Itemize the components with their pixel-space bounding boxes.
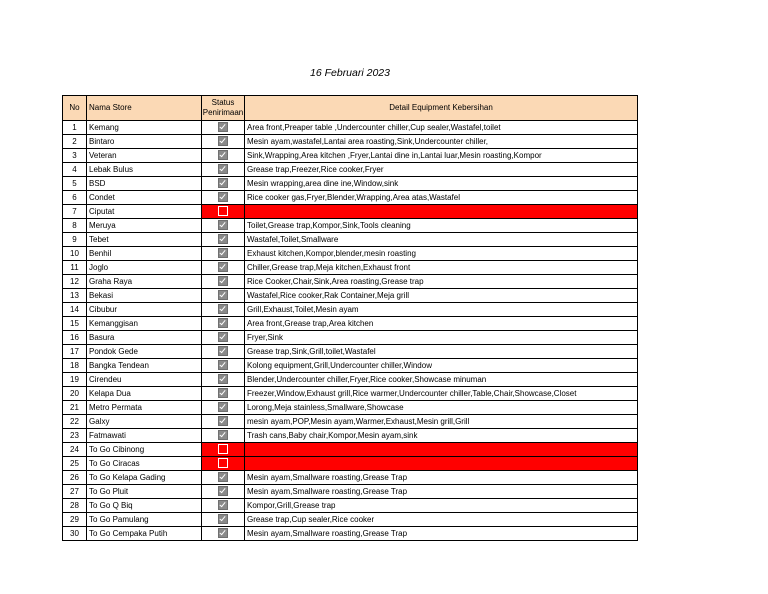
header-detail: Detail Equipment Kebersihan xyxy=(245,96,638,121)
checkbox-checked-icon[interactable] xyxy=(218,262,228,272)
table-row xyxy=(63,149,638,163)
equipment-detail: Mesin ayam,Smallware roasting,Grease Trap xyxy=(245,471,638,485)
store-name: Bekasi xyxy=(87,289,202,303)
store-name: To Go Cibinong xyxy=(87,443,202,457)
header-status-line2: Penirimaan xyxy=(202,108,244,117)
row-number: 30 xyxy=(63,527,87,541)
store-name: To Go Pamulang xyxy=(87,513,202,527)
row-number: 8 xyxy=(63,219,87,233)
checkbox-checked-icon[interactable] xyxy=(218,122,228,132)
equipment-detail: Grease trap,Cup sealer,Rice cooker xyxy=(245,513,638,527)
row-number: 16 xyxy=(63,331,87,345)
store-name: Kemanggisan xyxy=(87,317,202,331)
store-name: Bangka Tendean xyxy=(87,359,202,373)
table-row xyxy=(63,527,638,541)
equipment-detail: Rice Cooker,Chair,Sink,Area roasting,Grease trap xyxy=(245,275,638,289)
row-number: 28 xyxy=(63,499,87,513)
store-name: Graha Raya xyxy=(87,275,202,289)
checkbox-checked-icon[interactable] xyxy=(218,402,228,412)
store-name: Kemang xyxy=(87,121,202,135)
row-number: 21 xyxy=(63,401,87,415)
row-number: 1 xyxy=(63,121,87,135)
header-status-line1: Status xyxy=(211,98,235,107)
header-status xyxy=(202,96,245,121)
checkbox-checked-icon[interactable] xyxy=(218,332,228,342)
row-number: 12 xyxy=(63,275,87,289)
row-number: 4 xyxy=(63,163,87,177)
table-row xyxy=(63,513,638,527)
checkbox-unchecked-icon[interactable] xyxy=(218,444,228,454)
equipment-detail xyxy=(245,457,638,471)
status-cell xyxy=(202,177,245,191)
store-name: Condet xyxy=(87,191,202,205)
store-name: Tebet xyxy=(87,233,202,247)
store-name: Pondok Gede xyxy=(87,345,202,359)
status-cell xyxy=(202,247,245,261)
checkbox-checked-icon[interactable] xyxy=(218,220,228,230)
table-row xyxy=(63,429,638,443)
checkbox-checked-icon[interactable] xyxy=(218,192,228,202)
store-name: Cirendeu xyxy=(87,373,202,387)
status-cell xyxy=(202,261,245,275)
checkbox-checked-icon[interactable] xyxy=(218,150,228,160)
checkbox-checked-icon[interactable] xyxy=(218,388,228,398)
equipment-detail: Grease trap,Sink,Grill,toilet,Wastafel xyxy=(245,345,638,359)
header-no: No xyxy=(63,96,87,121)
store-name: Ciputat xyxy=(87,205,202,219)
equipment-detail: Grease trap,Freezer,Rice cooker,Fryer xyxy=(245,163,638,177)
checkbox-checked-icon[interactable] xyxy=(218,234,228,244)
checkbox-checked-icon[interactable] xyxy=(218,304,228,314)
row-number: 27 xyxy=(63,485,87,499)
row-number: 19 xyxy=(63,373,87,387)
table-row xyxy=(63,415,638,429)
table-row xyxy=(63,205,638,219)
checkbox-unchecked-icon[interactable] xyxy=(218,458,228,468)
status-cell xyxy=(202,359,245,373)
table-row xyxy=(63,373,638,387)
equipment-detail: mesin ayam,POP,Mesin ayam,Warmer,Exhaust,Mesin grill,Grill xyxy=(245,415,638,429)
table-row xyxy=(63,317,638,331)
store-name: To Go Kelapa Gading xyxy=(87,471,202,485)
row-number: 13 xyxy=(63,289,87,303)
store-name: BSD xyxy=(87,177,202,191)
equipment-detail: Toilet,Grease trap,Kompor,Sink,Tools cleaning xyxy=(245,219,638,233)
status-cell xyxy=(202,191,245,205)
row-number: 7 xyxy=(63,205,87,219)
row-number: 6 xyxy=(63,191,87,205)
checkbox-checked-icon[interactable] xyxy=(218,164,228,174)
equipment-detail: Area front,Preaper table ,Undercounter chiller,Cup sealer,Wastafel,toilet xyxy=(245,121,638,135)
header-store-name: Nama Store xyxy=(87,96,202,121)
equipment-detail: Grill,Exhaust,Toilet,Mesin ayam xyxy=(245,303,638,317)
status-cell xyxy=(202,149,245,163)
document-date: 16 Februari 2023 xyxy=(310,67,390,79)
store-name: Benhil xyxy=(87,247,202,261)
table-row xyxy=(63,233,638,247)
status-cell xyxy=(202,373,245,387)
checkbox-checked-icon[interactable] xyxy=(218,248,228,258)
equipment-detail: Kolong equipment,Grill,Undercounter chiller,Window xyxy=(245,359,638,373)
equipment-detail: Mesin ayam,Smallware roasting,Grease Trap xyxy=(245,527,638,541)
checkbox-checked-icon[interactable] xyxy=(218,360,228,370)
table-row xyxy=(63,485,638,499)
equipment-cleaning-table xyxy=(62,95,638,541)
store-name: Lebak Bulus xyxy=(87,163,202,177)
table-row xyxy=(63,331,638,345)
row-number: 20 xyxy=(63,387,87,401)
equipment-detail: Sink,Wrapping,Area kitchen ,Fryer,Lantai dine in,Lantai luar,Mesin roasting,Kompor xyxy=(245,149,638,163)
row-number: 25 xyxy=(63,457,87,471)
equipment-detail: Area front,Grease trap,Area kitchen xyxy=(245,317,638,331)
store-name: To Go Q Biq xyxy=(87,499,202,513)
store-name: Basura xyxy=(87,331,202,345)
store-name: Veteran xyxy=(87,149,202,163)
checkbox-checked-icon[interactable] xyxy=(218,416,228,426)
equipment-detail: Rice cooker gas,Fryer,Blender,Wrapping,Area atas,Wastafel xyxy=(245,191,638,205)
row-number: 3 xyxy=(63,149,87,163)
checkbox-checked-icon[interactable] xyxy=(218,528,228,538)
row-number: 9 xyxy=(63,233,87,247)
equipment-detail: Fryer,Sink xyxy=(245,331,638,345)
checkbox-checked-icon[interactable] xyxy=(218,472,228,482)
store-name: Cibubur xyxy=(87,303,202,317)
table-row xyxy=(63,261,638,275)
status-cell xyxy=(202,205,245,219)
checkbox-checked-icon[interactable] xyxy=(218,514,228,524)
equipment-detail xyxy=(245,443,638,457)
checkbox-checked-icon[interactable] xyxy=(218,178,228,188)
row-number: 2 xyxy=(63,135,87,149)
equipment-detail: Freezer,Window,Exhaust grill,Rice warmer,Undercounter chiller,Table,Chair,Showcase,Closet xyxy=(245,387,638,401)
row-number: 22 xyxy=(63,415,87,429)
table-row xyxy=(63,163,638,177)
row-number: 23 xyxy=(63,429,87,443)
table-row xyxy=(63,177,638,191)
status-cell xyxy=(202,317,245,331)
status-cell xyxy=(202,415,245,429)
store-name: Joglo xyxy=(87,261,202,275)
table-row xyxy=(63,401,638,415)
table-row xyxy=(63,191,638,205)
store-name: To Go Cempaka Putih xyxy=(87,527,202,541)
equipment-detail: Kompor,Grill,Grease trap xyxy=(245,499,638,513)
equipment-detail: Mesin ayam,Smallware roasting,Grease Trap xyxy=(245,485,638,499)
checkbox-checked-icon[interactable] xyxy=(218,276,228,286)
status-cell xyxy=(202,233,245,247)
checkbox-checked-icon[interactable] xyxy=(218,486,228,496)
table-row xyxy=(63,275,638,289)
row-number: 29 xyxy=(63,513,87,527)
equipment-detail: Wastafel,Toilet,Smallware xyxy=(245,233,638,247)
table-row xyxy=(63,387,638,401)
equipment-detail xyxy=(245,205,638,219)
equipment-detail: Mesin ayam,wastafel,Lantai area roasting,Sink,Undercounter chiller, xyxy=(245,135,638,149)
equipment-detail: Chiller,Grease trap,Meja kitchen,Exhaust front xyxy=(245,261,638,275)
table-row xyxy=(63,471,638,485)
table-row xyxy=(63,499,638,513)
equipment-detail: Wastafel,Rice cooker,Rak Container,Meja grill xyxy=(245,289,638,303)
status-cell xyxy=(202,289,245,303)
row-number: 10 xyxy=(63,247,87,261)
row-number: 24 xyxy=(63,443,87,457)
store-name: Meruya xyxy=(87,219,202,233)
store-name: To Go Ciracas xyxy=(87,457,202,471)
equipment-detail: Blender,Undercounter chiller,Fryer,Rice cooker,Showcase minuman xyxy=(245,373,638,387)
checkbox-checked-icon[interactable] xyxy=(218,430,228,440)
status-cell xyxy=(202,163,245,177)
row-number: 11 xyxy=(63,261,87,275)
status-cell xyxy=(202,499,245,513)
status-cell xyxy=(202,429,245,443)
equipment-detail: Exhaust kitchen,Kompor,blender,mesin roasting xyxy=(245,247,638,261)
table-body xyxy=(63,121,638,541)
table-row xyxy=(63,443,638,457)
checkbox-checked-icon[interactable] xyxy=(218,500,228,510)
table-header-row xyxy=(63,96,638,121)
row-number: 5 xyxy=(63,177,87,191)
table-row xyxy=(63,121,638,135)
status-cell xyxy=(202,331,245,345)
status-cell xyxy=(202,443,245,457)
status-cell xyxy=(202,527,245,541)
status-cell xyxy=(202,345,245,359)
checkbox-checked-icon[interactable] xyxy=(218,290,228,300)
checkbox-checked-icon[interactable] xyxy=(218,318,228,328)
table-row xyxy=(63,359,638,373)
store-name: Kelapa Dua xyxy=(87,387,202,401)
row-number: 14 xyxy=(63,303,87,317)
table-row xyxy=(63,345,638,359)
row-number: 15 xyxy=(63,317,87,331)
status-cell xyxy=(202,219,245,233)
status-cell xyxy=(202,513,245,527)
equipment-detail: Mesin wrapping,area dine ine,Window,sink xyxy=(245,177,638,191)
status-cell xyxy=(202,303,245,317)
status-cell xyxy=(202,471,245,485)
checkbox-checked-icon[interactable] xyxy=(218,374,228,384)
store-name: Fatmawati xyxy=(87,429,202,443)
row-number: 26 xyxy=(63,471,87,485)
table-row xyxy=(63,247,638,261)
store-name: Galxy xyxy=(87,415,202,429)
row-number: 17 xyxy=(63,345,87,359)
row-number: 18 xyxy=(63,359,87,373)
equipment-detail: Lorong,Meja stainless,Smallware,Showcase xyxy=(245,401,638,415)
status-cell xyxy=(202,401,245,415)
store-name: To Go Pluit xyxy=(87,485,202,499)
status-cell xyxy=(202,387,245,401)
store-name: Metro Permata xyxy=(87,401,202,415)
table-row xyxy=(63,135,638,149)
table-row xyxy=(63,289,638,303)
table-row xyxy=(63,457,638,471)
equipment-detail: Trash cans,Baby chair,Kompor,Mesin ayam,sink xyxy=(245,429,638,443)
checkbox-checked-icon[interactable] xyxy=(218,136,228,146)
table-row xyxy=(63,219,638,233)
checkbox-checked-icon[interactable] xyxy=(218,346,228,356)
table-row xyxy=(63,303,638,317)
checkbox-unchecked-icon[interactable] xyxy=(218,206,228,216)
status-cell xyxy=(202,121,245,135)
status-cell xyxy=(202,135,245,149)
store-name: Bintaro xyxy=(87,135,202,149)
status-cell xyxy=(202,457,245,471)
status-cell xyxy=(202,275,245,289)
status-cell xyxy=(202,485,245,499)
